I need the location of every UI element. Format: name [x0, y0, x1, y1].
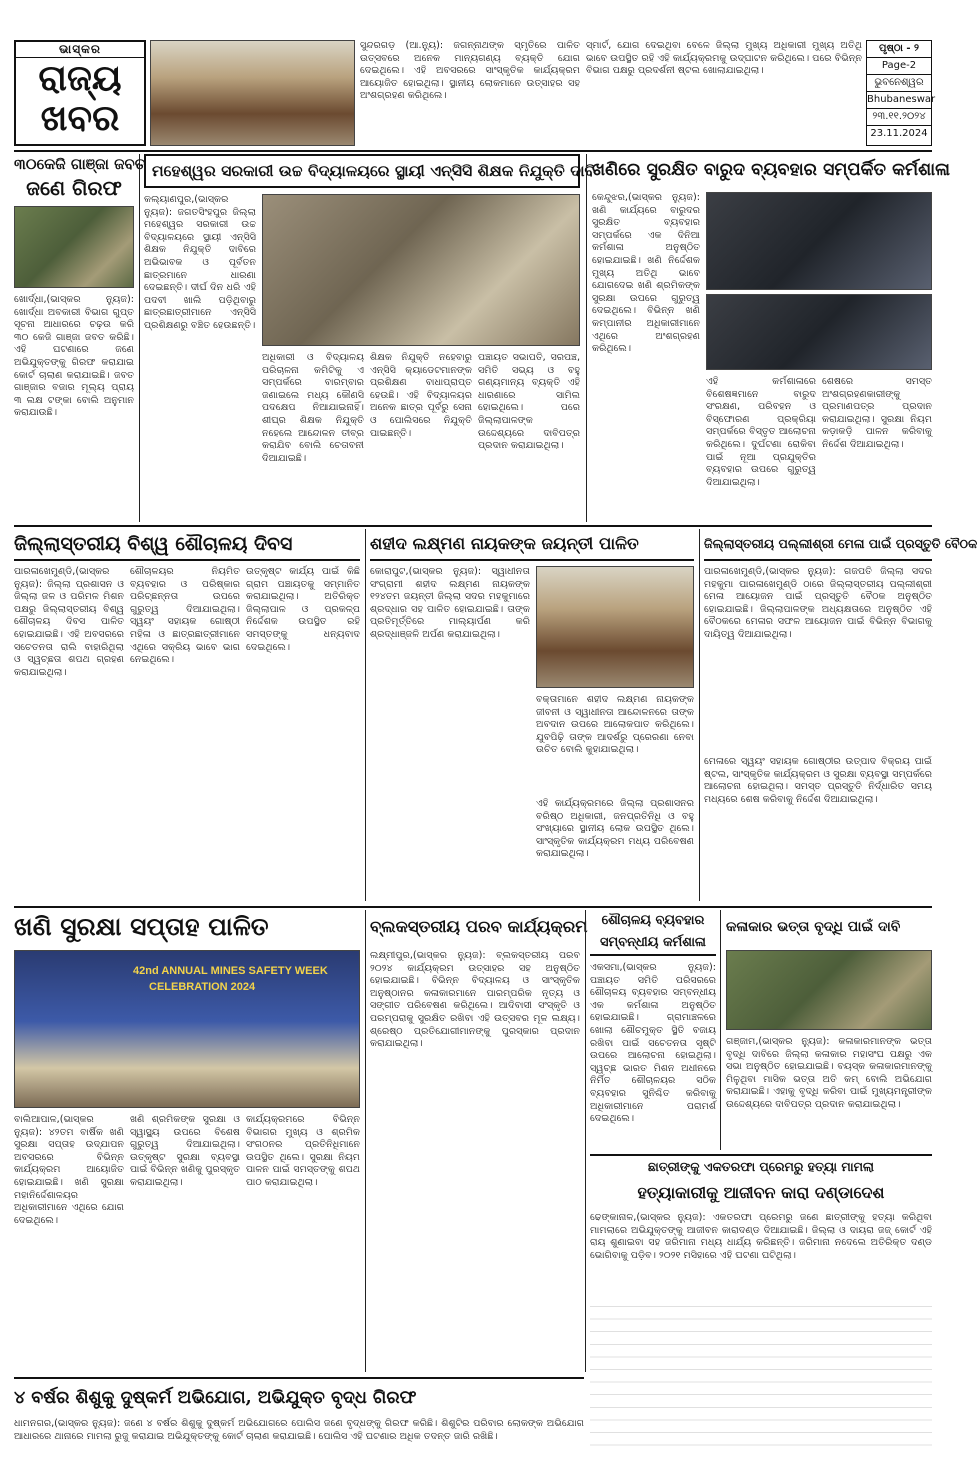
ncc-article-col1: କଲ୍ୟାଣପୁର,(ଭାସ୍କର ନ୍ୟୁଜ): ଜଗତସିଂହପୁର ଜିଲ୍ଲା ମହେଶ୍ୱର ସରକାରୀ ଉଚ୍ଚ ବିଦ୍ୟାଳୟରେ ସ୍ଥାୟୀ ଏନ୍‌ସିସି ଶିକ୍ଷକ ନିଯୁକ୍ତି ଦାବିରେ ଅଭିଭାବକ ଓ ପୂର୍ବତନ ଛାତ୍ରମାନେ ଧାରଣା ଦେଇଛନ୍ତି। ଦୀର୍ଘ ଦିନ ଧରି ଏହି ପଦବୀ ଖାଲି ପଡ଼ିଥିବାରୁ ଛାତ୍ରଛାତ୍ରୀମାନେ ଏନ୍‌ସିସି ପ୍ରଶିକ୍ଷଣରୁ ବଞ୍ଚିତ ହେଉଛନ୍ତି।: [144, 194, 256, 331]
ncc-article-col3: ଶିକ୍ଷକ ନିଯୁକ୍ତି ନହେବାରୁ ଏନ୍‌ସିସି କ୍ୟାଡେଟମାନଙ୍କ ପ୍ରଶିକ୍ଷଣ ବାଧାପ୍ରାପ୍ତ ହେଉଛି। ଏହି ବିଦ୍ୟାଳୟର ଅନେକ ଛାତ୍ର ପୂର୍ବରୁ ସେନା ଓ ପୋଲିସରେ ନିଯୁକ୍ତି ପାଇଛନ୍ତି।: [370, 352, 472, 439]
murder-article-continued: [590, 1306, 932, 1454]
date-label: 23.11.2024: [870, 128, 928, 139]
headline-child-abuse: ୪ ବର୍ଷର ଶିଶୁକୁ ଦୁଷ୍କର୍ମ ଅଭିଯୋଗ, ଅଭିଯୁକ୍ତ ବୃଦ୍ଧ ଗିରଫ: [14, 1388, 417, 1408]
mines-workshop-col1: କେନ୍ଦୁଝର,(ଭାସ୍କର ନ୍ୟୁଜ): ଖଣି କାର୍ଯ୍ୟରେ ବାରୁଦର ସୁରକ୍ଷିତ ବ୍ୟବହାର ସମ୍ପର୍କରେ ଏକ ଦିନିଆ କର୍ମଶାଳା ଅନୁଷ୍ଠିତ ହୋଇଯାଇଛି। ଖଣି ନିର୍ଦ୍ଦେଶକ ମୁଖ୍ୟ ଅତିଥି ଭାବେ ଯୋଗଦେଇ ଖଣି ଶ୍ରମିକଙ୍କ ସୁରକ୍ଷା ଉପରେ ଗୁରୁତ୍ୱ ଦେଇଥିଲେ। ବିଭିନ୍ନ ଖଣି କମ୍ପାନୀର ଅଧିକାରୀମାନେ ଏଥିରେ ଅଂଶଗ୍ରହଣ କରିଥିଲେ।: [592, 192, 700, 355]
martyr-col1: କୋରାପୁଟ,(ଭାସ୍କର ନ୍ୟୁଜ): ସ୍ୱାଧୀନତା ସଂଗ୍ରାମୀ ଶହୀଦ ଲକ୍ଷ୍ମଣ ନାୟକଙ୍କ ୧୨୪ତମ ଜୟନ୍ତୀ ଜିଲ୍ଲା ସଦର ମହକୁମାରେ ଶ୍ରଦ୍ଧାର ସହ ପାଳିତ ହୋଇଯାଇଛି। ତାଙ୍କ ପ୍ରତିମୂର୍ତ୍ତିରେ ମାଲ୍ୟାର୍ପଣ କରି ଶ୍ରଦ୍ଧାଞ୍ଜଳି ଅର୍ପଣ କରାଯାଇଥିଲା।: [370, 566, 530, 640]
ncc-article-col4: ପଞ୍ଚାୟତ ସଭାପତି, ସରପଞ୍ଚ, ସମିତି ସଭ୍ୟ ଓ ବହୁ ଗଣ୍ୟମାନ୍ୟ ବ୍ୟକ୍ତି ଏହି ଧାରଣାରେ ସାମିଲ ହୋଇଥିଲେ। ପରେ ଜିଲ୍ଲାପାଳଙ୍କ ଉଦ୍ଦେଶ୍ୟରେ ଦାବିପତ୍ର ପ୍ରଦାନ କରାଯାଇଥିଲା।: [478, 352, 580, 452]
palli-mela-col2: ମେଳାରେ ସ୍ୱୟଂ ସହାୟକ ଗୋଷ୍ଠୀର ଉତ୍ପାଦ ବିକ୍ରୟ ପାଇଁ ଷ୍ଟଲ, ସାଂସ୍କୃତିକ କାର୍ଯ୍ୟକ୍ରମ ଓ ସୁରକ୍ଷା ବ୍ୟବସ୍ଥା ସମ୍ପର୍କରେ ଆଲୋଚନା ହୋଇଥିଲା। ସମସ୍ତ ପ୍ରସ୍ତୁତି ନିର୍ଦ୍ଧାରିତ ସମୟ ମଧ୍ୟରେ ଶେଷ କରିବାକୁ ନିର୍ଦ୍ଦେଶ ଦିଆଯାଇଥିଲା।: [704, 756, 932, 805]
brand-top: ଭାସ୍କର: [16, 42, 144, 58]
murder-article: ଢେଙ୍କାନାଳ,(ଭାସ୍କର ନ୍ୟୁଜ): ଏକତରଫା ପ୍ରେମରୁ ଜଣେ ଛାତ୍ରୀଙ୍କୁ ହତ୍ୟା କରିଥିବା ମାମଲାରେ ଅଭିଯୁକ୍ତଙ୍କୁ ଆଜୀବନ କାରାଦଣ୍ଡ ଦିଆଯାଇଛି। ଜିଲ୍ଲା ଓ ଦାୟରା ଜଜ୍ କୋର୍ଟ ଏହି ରାୟ ଶୁଣାଇବା ସହ ଜରିମାନା ମଧ୍ୟ ଧାର୍ଯ୍ୟ କରିଛନ୍ତି। ଜରିମାନା ନଦେଲେ ଅତିରିକ୍ତ ଦଣ୍ଡ ଭୋଗିବାକୁ ପଡ଼ିବ। ୨୦୨୧ ମସିହାରେ ଏହି ଘଟଣା ଘଟିଥିଲା।: [590, 1212, 932, 1261]
headline-toilet-workshop-line2: ସମ୍ବନ୍ଧୀୟ କର୍ମଶାଳା: [600, 935, 706, 950]
city-label: Bhubaneswar: [867, 92, 931, 109]
headline-martyr: ଶହୀଦ ଲକ୍ଷ୍ମଣ ନାୟକଙ୍କ ଜୟନ୍ତୀ ପାଳିତ: [370, 529, 694, 561]
page-label: Page-2: [867, 58, 931, 75]
artist-article: ଗଞ୍ଜାମ,(ଭାସ୍କର ନ୍ୟୁଜ): କଳାକାରମାନଙ୍କ ଭତ୍ତା ବୃଦ୍ଧି ଦାବିରେ ଜିଲ୍ଲା କଳାକାର ମହାସଂଘ ପକ୍ଷରୁ ଏକ ସଭା ଅନୁଷ୍ଠିତ ହୋଇଯାଇଛି। ବୟସ୍କ କଳାକାରମାନଙ୍କୁ ମିଳୁଥିବା ମାସିକ ଭତ୍ତା ଅତି କମ୍ ବୋଲି ଅଭିଯୋଗ କରାଯାଇଛି। ଏହାକୁ ବୃଦ୍ଧି କରିବା ପାଇଁ ମୁଖ୍ୟମନ୍ତ୍ରୀଙ୍କ ଉଦ୍ଦେଶ୍ୟରେ ଦାବିପତ୍ର ପ୍ରଦାନ କରାଯାଇଥିଲା।: [726, 1036, 932, 1110]
headline-artist: କଳାକାର ଭତ୍ତା ବୃଦ୍ଧି ପାଇଁ ଦାବି: [726, 919, 901, 935]
date-odia: ୨୩.୧୧.୨୦୨୪: [867, 109, 931, 126]
headline-ncc-teacher: ମହେଶ୍ୱର ସରକାରୀ ଉଚ୍ଚ ବିଦ୍ୟାଳୟରେ ସ୍ଥାୟୀ ଏନ୍‌ସିସି ଶିକ୍ଷକ ନିଯୁକ୍ତି ଦାବି: [144, 154, 580, 188]
top-strip-text-2: ସ୍ମାର୍ଟ, ଯୋଗ ଦେଇଥିବା ବେଳେ ଜିଲ୍ଲା ମୁଖ୍ୟ ଅଧିକାରୀ ମୁଖ୍ୟ ଅତିଥି ଭାବେ ଉପସ୍ଥିତ ରହି ଏହି କାର୍ଯ୍ୟକ୍ରମକୁ ଉଦ୍‌ଘାଟନ କରିଥିଲେ। ପରେ ବିଭିନ୍ନ ବିଭାଗ ପକ୍ଷରୁ ପ୍ରଦର୍ଶନୀ ଷ୍ଟଲ ଖୋଲାଯାଇଥିଲା।: [586, 40, 862, 77]
headline-murder: ହତ୍ୟାକାରୀକୁ ଆଜୀବନ କାରା ଦଣ୍ଡାଦେଶ: [637, 1183, 885, 1202]
mines-banner-line1: 42nd ANNUAL MINES SAFETY WEEK: [133, 965, 328, 977]
mines-week-col3: କାର୍ଯ୍ୟକ୍ରମରେ ବିଭିନ୍ନ ବିଭାଗର ମୁଖ୍ୟ ଓ ଶ୍ରମିକ ସଂଗଠନର ପ୍ରତିନିଧିମାନେ ଉପସ୍ଥିତ ଥିଲେ। ସୁରକ୍ଷା ନିୟମ ପାଳନ ପାଇଁ ସମସ୍ତଙ୍କୁ ଶପଥ ପାଠ କରାଯାଇଥିଲା।: [246, 1114, 360, 1188]
block-festival-article: ଲକ୍ଷ୍ମୀପୁର,(ଭାସ୍କର ନ୍ୟୁଜ): ବ୍ଲକସ୍ତରୀୟ ପରବ ୨୦୨୪ କାର୍ଯ୍ୟକ୍ରମ ଉତ୍ସାହର ସହ ଅନୁଷ୍ଠିତ ହୋଇଯାଇଛି। ବିଭିନ୍ନ ବିଦ୍ୟାଳୟ ଓ ସାଂସ୍କୃତିକ ଅନୁଷ୍ଠାନର କଳାକାରମାନେ ପାରମ୍ପରିକ ନୃତ୍ୟ ଓ ସଙ୍ଗୀତ ପରିବେଷଣ କରିଥିଲେ। ଆଦିବାସୀ ସଂସ୍କୃତି ଓ ପରମ୍ପରାକୁ ସୁରକ୍ଷିତ ରଖିବା ଏହି ଉତ୍ସବର ମୂଳ ଲକ୍ଷ୍ୟ। ଶ୍ରେଷ୍ଠ ପ୍ରତିଯୋଗୀମାନଙ୍କୁ ପୁରସ୍କାର ପ୍ରଦାନ କରାଯାଇଥିଲା।: [370, 950, 580, 1050]
mines-workshop-photo-1: [706, 192, 932, 290]
toilet-workshop-article: ଏକସମା,(ଭାସ୍କର ନ୍ୟୁଜ): ପଞ୍ଚାୟତ ସମିତି ପରିସରରେ ଶୌଚାଳୟ ବ୍ୟବହାର ସମ୍ବନ୍ଧୀୟ ଏକ କର୍ମଶାଳା ଅନୁଷ୍ଠିତ ହୋଇଯାଇଛି। ଗ୍ରାମାଞ୍ଚଳରେ ଖୋଲା ଶୌଚମୁକ୍ତ ସ୍ଥିତି ବଜାୟ ରଖିବା ପାଇଁ ସଚେତନତା ସୃଷ୍ଟି ଉପରେ ଆଲୋଚନା ହୋଇଥିଲା। ସ୍ୱଚ୍ଛ ଭାରତ ମିଶନ ଅଧୀନରେ ନିର୍ମିତ ଶୌଚାଳୟର ସଠିକ ବ୍ୟବହାର ସୁନିଶ୍ଚିତ କରିବାକୁ ଅଧିକାରୀମାନେ ପରାମର୍ଶ ଦେଇଥିଲେ।: [590, 962, 716, 1125]
headline-arrest-line1: ୩୦କେଜି ଗାଞ୍ଜା ଜବତ: [14, 155, 146, 173]
palli-mela-col1: ପାରଳାଖେମୁଣ୍ଡି,(ଭାସ୍କର ନ୍ୟୁଜ): ଗଜପତି ଜିଲ୍ଲା ସଦର ମହକୁମା ପାରଳାଖେମୁଣ୍ଡି ଠାରେ ଜିଲ୍ଲାସ୍ତରୀୟ ପଲ୍ଲୀଶ୍ରୀ ମେଳା ଆୟୋଜନ ପାଇଁ ପ୍ରସ୍ତୁତି ବୈଠକ ଅନୁଷ୍ଠିତ ହୋଇଯାଇଛି। ଜିଲ୍ଲାପାଳଙ୍କ ଅଧ୍ୟକ୍ଷତାରେ ଅନୁଷ୍ଠିତ ଏହି ବୈଠକରେ ମେଳାର ସଫଳ ଆୟୋଜନ ପାଇଁ ବିଭିନ୍ନ ବିଭାଗକୁ ଦାୟିତ୍ୱ ଦିଆଯାଇଥିଲା।: [704, 566, 932, 640]
headline-mines-week: ଖଣି ସୁରକ୍ଷା ସପ୍ତାହ ପାଳିତ: [14, 912, 269, 941]
headline-palli-mela: ଜିଲ୍ଲାସ୍ତରୀୟ ପଲ୍ଲୀଶ୍ରୀ ମେଳା ପାଇଁ ପ୍ରସ୍ତୁତି ବୈଠକ: [704, 529, 932, 561]
headline-toilet-workshop-line1: ଶୌଚାଳୟ ବ୍ୟବହାର: [601, 913, 705, 928]
toilet-workshop-headline-box: [590, 910, 716, 956]
headline-toilet-day: ଜିଲ୍ଲାସ୍ତରୀୟ ବିଶ୍ୱ ଶୌଚାଳୟ ଦିବସ: [14, 529, 360, 561]
mines-week-photo: [14, 950, 360, 1108]
mines-week-col2: ଖଣି ଶ୍ରମିକଙ୍କ ସୁରକ୍ଷା ଓ ସ୍ୱାସ୍ଥ୍ୟ ଉପରେ ବିଶେଷ ଗୁରୁତ୍ୱ ଦିଆଯାଇଥିଲା। ଉତ୍କୃଷ୍ଟ ସୁରକ୍ଷା ବ୍ୟବସ୍ଥା ପାଇଁ ବିଭିନ୍ନ ଖଣିକୁ ପୁରସ୍କୃତ କରାଯାଇଥିଲା।: [130, 1114, 240, 1188]
toilet-day-col2: ଶୌଚାଳୟର ନିୟମିତ ବ୍ୟବହାର ଓ ପରିଷ୍କାର ପରିଚ୍ଛନ୍ନତା ଉପରେ ଗୁରୁତ୍ୱ ଦିଆଯାଇଥିଲା। ସ୍ୱୟଂ ସହାୟକ ଗୋଷ୍ଠୀ ମହିଳା ଓ ଛାତ୍ରଛାତ୍ରୀମାନେ ଏଥିରେ ସକ୍ରିୟ ଭାବେ ଭାଗ ନେଇଥିଲେ।: [130, 566, 240, 666]
headline-block-festival: ବ୍ଲକସ୍ତରୀୟ ପରବ କାର୍ଯ୍ୟକ୍ରମ: [370, 917, 588, 936]
artist-photo: [726, 950, 932, 1030]
child-abuse-article: ଧାମନଗର,(ଭାସ୍କର ନ୍ୟୁଜ): ଜଣେ ୪ ବର୍ଷର ଶିଶୁକୁ ଦୁଷ୍କର୍ମ ଅଭିଯୋଗରେ ପୋଲିସ ଜଣେ ବୃଦ୍ଧଙ୍କୁ ଗିରଫ କରିଛି। ଶିଶୁଟିର ପରିବାର ଲୋକଙ୍କ ଅଭିଯୋଗ ଆଧାରରେ ଥାନାରେ ମାମଲା ରୁଜୁ କରାଯାଇ ଅଭିଯୁକ୍ତଙ୍କୁ କୋର୍ଟ ଚାଲାଣ କରାଯାଇଛି। ପୋଲିସ ଏହି ଘଟଣାର ଅଧିକ ତଦନ୍ତ ଜାରି ରଖିଛି।: [14, 1418, 584, 1442]
mines-workshop-photo-2: [706, 294, 932, 370]
toilet-day-col1: ପାରଳାଖେମୁଣ୍ଡି,(ଭାସ୍କର ନ୍ୟୁଜ): ଜିଲ୍ଲା ପ୍ରଶାସନ ଓ ଜିଲ୍ଲା ଜଳ ଓ ପରିମଳ ମିଶନ ପକ୍ଷରୁ ଜିଲ୍ଲାସ୍ତରୀୟ ବିଶ୍ୱ ଶୌଚାଳୟ ଦିବସ ପାଳିତ ହୋଇଯାଇଛି। ଏହି ଅବସରରେ ସଚେତନତା ରାଲି ବାହାରିଥିଲା ଓ ସ୍ୱଚ୍ଛତା ଶପଥ ଗ୍ରହଣ କରାଯାଇଥିଲା।: [14, 566, 124, 678]
top-strip-text-1: ସୁନ୍ଦରଗଡ଼ (ଆ.ନ୍ୟୁ): ଜଗନ୍ନାଥଙ୍କ ସ୍ମୃତିରେ ପାଳିତ ଉତ୍ସବରେ ଅନେକ ମାନ୍ୟଗଣ୍ୟ ବ୍ୟକ୍ତି ଯୋଗ ଦେଇଥିଲେ। ଏହି ଅବସରରେ ସାଂସ୍କୃତିକ କାର୍ଯ୍ୟକ୍ରମ ଆୟୋଜିତ ହୋଇଥିଲା। ସ୍ଥାନୀୟ ଲୋକମାନେ ଉତ୍ସାହର ସହ ଅଂଶଗ୍ରହଣ କରିଥିଲେ।: [360, 40, 580, 102]
mines-banner-line2: CELEBRATION 2024: [149, 981, 256, 993]
city-odia: ଭୁବନେଶ୍ୱର: [867, 75, 931, 92]
martyr-col2: ବକ୍ତାମାନେ ଶହୀଦ ଲକ୍ଷ୍ମଣ ନାୟକଙ୍କ ଜୀବନୀ ଓ ସ୍ୱାଧୀନତା ଆନ୍ଦୋଳନରେ ତାଙ୍କ ଅବଦାନ ଉପରେ ଆଲୋକପାତ କରିଥିଲେ। ଯୁବପିଢ଼ି ତାଙ୍କ ଆଦର୍ଶରୁ ପ୍ରେରଣା ନେବା ଉଚିତ ବୋଲି କୁହାଯାଇଥିଲା।: [536, 694, 694, 756]
arrest-photo: [14, 206, 134, 288]
martyr-col3: ଏହି କାର୍ଯ୍ୟକ୍ରମରେ ଜିଲ୍ଲା ପ୍ରଶାସନର ବରିଷ୍ଠ ଅଧିକାରୀ, ଜନପ୍ରତିନିଧି ଓ ବହୁ ସଂଖ୍ୟାରେ ସ୍ଥାନୀୟ ଲୋକ ଉପସ୍ଥିତ ଥିଲେ। ସାଂସ୍କୃତିକ କାର୍ଯ୍ୟକ୍ରମ ମଧ୍ୟ ପରିବେଷଣ କରାଯାଇଥିଲା।: [536, 798, 694, 860]
toilet-day-col3: ଉତ୍କୃଷ୍ଟ କାର୍ଯ୍ୟ ପାଇଁ କିଛି ଗ୍ରାମ ପଞ୍ଚାୟତକୁ ସମ୍ମାନିତ କରାଯାଇଥିଲା। ଅତିରିକ୍ତ ଜିଲ୍ଲାପାଳ ଓ ପ୍ରକଳ୍ପ ନିର୍ଦ୍ଦେଶକ ଉପସ୍ଥିତ ରହି ସମସ୍ତଙ୍କୁ ଧନ୍ୟବାଦ ଦେଇଥିଲେ।: [246, 566, 360, 653]
logo-line-1: ରାଜ୍ୟ: [38, 57, 122, 99]
headline-arrest-line2: ଜଣେ ଗିରଫ: [26, 176, 122, 200]
page-info-box: [866, 40, 936, 146]
arrest-article: ଖୋର୍ଦ୍ଧା,(ଭାସ୍କର ନ୍ୟୁଜ): ଖୋର୍ଦ୍ଧା ଅବକାରୀ ବିଭାଗ ଗୁପ୍ତ ସୂଚନା ଆଧାରରେ ଚଢ଼ଉ କରି ୩୦ କେଜି ଗାଞ୍ଜା ଜବତ କରିଛି। ଏହି ଘଟଣାରେ ଜଣେ ଅଭିଯୁକ୍ତଙ୍କୁ ଗିରଫ କରାଯାଇ କୋର୍ଟ ଚାଲାଣ କରାଯାଇଛି। ଜବତ ଗାଞ୍ଜାର ବଜାର ମୂଲ୍ୟ ପ୍ରାୟ ୩ ଲକ୍ଷ ଟଙ୍କା ବୋଲି ଅନୁମାନ କରାଯାଉଛି।: [14, 294, 134, 419]
logo-line-2: ଖବର: [40, 97, 120, 139]
headline-murder-kicker: ଛାତ୍ରୀଙ୍କୁ ଏକତରଫା ପ୍ରେମରୁ ହତ୍ୟା ମାମଲା: [590, 1154, 932, 1178]
mines-workshop-col2: ଏହି କର୍ମଶାଳାରେ ବିଶେଷଜ୍ଞମାନେ ବାରୁଦ ସଂରକ୍ଷଣ, ପରିବହନ ଓ ବିସ୍ଫୋରଣ ପ୍ରକ୍ରିୟା ସମ୍ପର୍କରେ ବିସ୍ତୃତ ଆଲୋଚନା କରିଥିଲେ। ଦୁର୍ଘଟଣା ରୋକିବା ପାଇଁ ନୂଆ ପ୍ରଯୁକ୍ତିର ବ୍ୟବହାର ଉପରେ ଗୁରୁତ୍ୱ ଦିଆଯାଇଥିଲା।: [706, 376, 816, 488]
ncc-protest-photo: [262, 194, 580, 346]
mines-week-col1: ବାଲିଆପାଳ,(ଭାସ୍କର ନ୍ୟୁଜ): ୪୨ତମ ବାର୍ଷିକ ଖଣି ସୁରକ୍ଷା ସପ୍ତାହ ଉଦ୍‌ଯାପନ ଅବସରରେ ବିଭିନ୍ନ କାର୍ଯ୍ୟକ୍ରମ ଆୟୋଜିତ ହୋଇଯାଇଛି। ଖଣି ସୁରକ୍ଷା ମହାନିର୍ଦ୍ଦେଶାଳୟର ଅଧିକାରୀମାନେ ଏଥିରେ ଯୋଗ ଦେଇଥିଲେ।: [14, 1114, 124, 1226]
masthead-logo: [14, 40, 146, 146]
page-label-odia: ପୃଷ୍ଠା - ୨: [867, 41, 931, 58]
headline-mines-workshop: ଖଣିରେ ସୁରକ୍ଷିତ ବାରୁଦ ବ୍ୟବହାର ସମ୍ପର୍କିତ କର୍ମଶାଳା: [592, 160, 950, 180]
ncc-article-col2: ଅଧିକାରୀ ଓ ବିଦ୍ୟାଳୟ ପରିଚାଳନା କମିଟିକୁ ଏ ସମ୍ପର୍କରେ ବାରମ୍ବାର ଜଣାଇଲେ ମଧ୍ୟ କୌଣସି ପଦକ୍ଷେପ ନିଆଯାଇନାହିଁ। ଶୀଘ୍ର ଶିକ୍ଷକ ନିଯୁକ୍ତି ନହେଲେ ଆନ୍ଦୋଳନ ତୀବ୍ର କରାଯିବ ବୋଲି ଚେତାବନୀ ଦିଆଯାଇଛି।: [262, 352, 364, 464]
top-photo: [150, 40, 355, 146]
mines-workshop-col3: ଶେଷରେ ସମସ୍ତ ଅଂଶଗ୍ରହଣକାରୀଙ୍କୁ ପ୍ରମାଣପତ୍ର ପ୍ରଦାନ କରାଯାଇଥିଲା। ସୁରକ୍ଷା ନିୟମ କଡ଼ାକଡ଼ି ପାଳନ କରିବାକୁ ନିର୍ଦ୍ଦେଶ ଦିଆଯାଇଥିଲା।: [822, 376, 932, 450]
martyr-photo: [536, 566, 694, 688]
